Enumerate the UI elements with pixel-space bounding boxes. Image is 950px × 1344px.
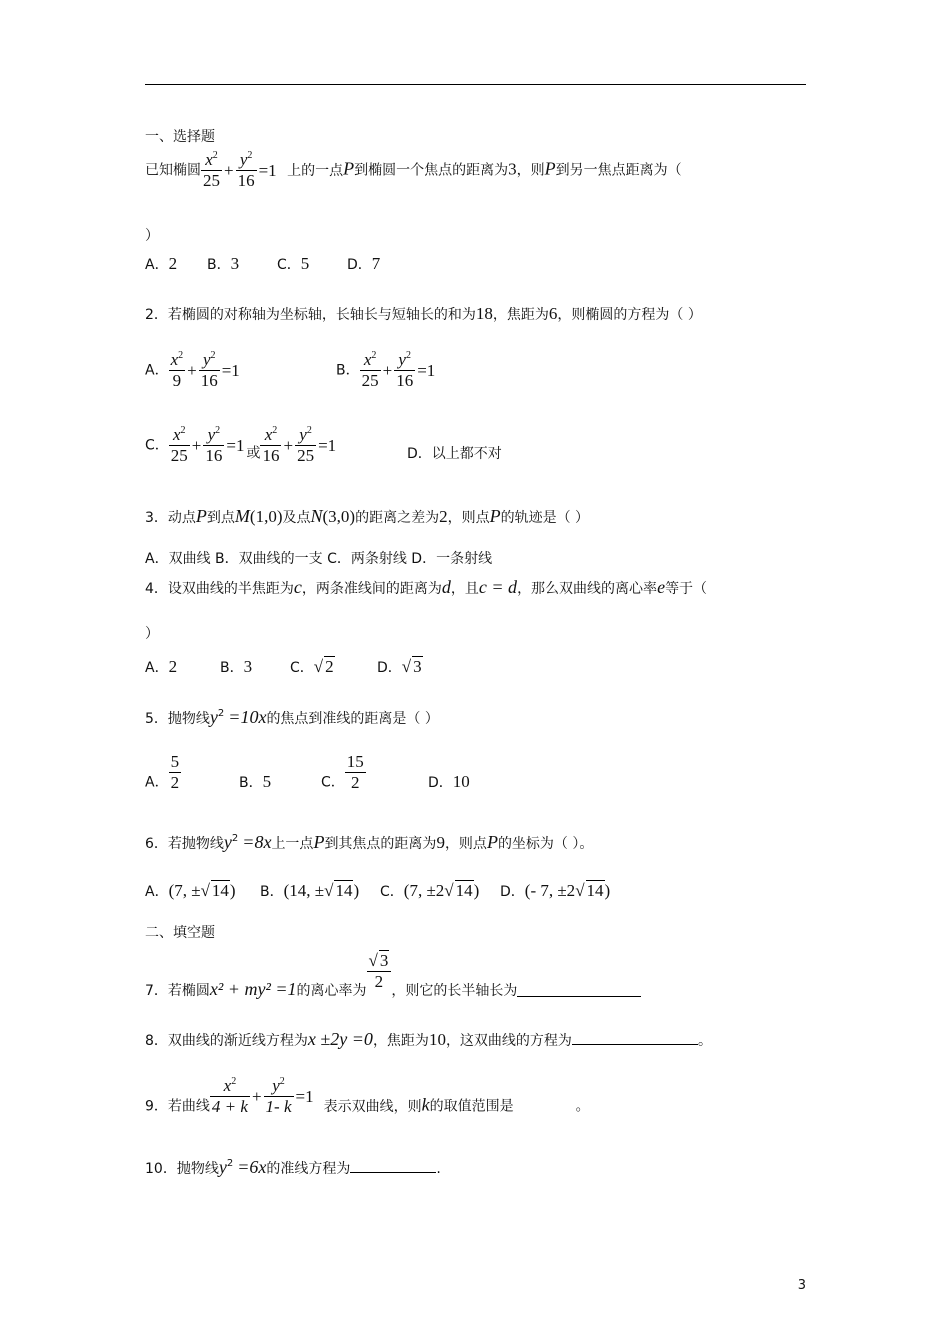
question-1-options: A．2 B．3 C．5 D．7 <box>145 254 381 273</box>
question-6: 6．若抛物线$y^2 =8x$上一点P到其焦点的距离为9，则点P的坐标为（ ）。 <box>145 832 594 852</box>
page-number: 3 <box>797 1278 806 1293</box>
question-7: 7．若椭圆x² + my² =1的离心率为 $\frac{√ 3}{2}$ ，则它的长半轴长为 <box>145 950 641 1001</box>
section-title-choice: 一、选择题 <box>145 129 215 145</box>
answer-blank-8[interactable] <box>572 1044 698 1045</box>
question-10: 10．抛物线$y^2 =6x$的准线方程为 . <box>145 1157 441 1177</box>
question-2: 2．若椭圆的对称轴为坐标轴，长轴长与短轴长的和为18，焦距为6，则椭圆的方程为（ ） <box>145 304 702 323</box>
answer-blank-10[interactable] <box>350 1172 436 1173</box>
section-title-fill: 二、填空题 <box>145 925 215 941</box>
question-4: 4．设双曲线的半焦距为c，两条准线间的距离为d，且c = d，那么双曲线的离心率e等于（ <box>145 577 708 597</box>
question-2-options-cd: C． $\frac{x^2}{25}$ + $\frac{y^2}{16}$ =1 或 $\frac{x^2}{16}$ + $\frac{y^2}{25}$ =1 D．以上都不对 <box>145 425 502 465</box>
question-3-options: A．双曲线 B．双曲线的一支 C．两条射线 D．一条射线 <box>145 551 493 567</box>
ellipse-equation: $\frac{x^2}{25}$ <box>203 150 220 190</box>
question-1: 已知椭圆 $\frac{x^2}{25}$ + $\frac{y^2}{16}$ =1 上的一点P到椭圆一个焦点的距离为3，则P到另一焦点距离为（ <box>145 150 682 190</box>
question-2-options-ab: A． $\frac{x^2}{9}$ + $\frac{y^2}{16}$ =1 B． $\frac{x^2}{25}$ + $\frac{y^2}{16}$ =1 <box>145 350 436 390</box>
question-3: 3．动点P到点M(1,0)及点N(3,0)的距离之差为2，则点P的轨迹是（ ） <box>145 506 590 526</box>
answer-blank-7[interactable] <box>517 996 641 997</box>
question-8: 8．双曲线的渐近线方程为x ±2y =0，焦距为10，这双曲线的方程为 。 <box>145 1029 712 1049</box>
question-5: 5．抛物线$y^2 =10x$的焦点到准线的距离是（ ） <box>145 707 439 727</box>
question-4-options: A．2 B．3 C．√ 2 D．√ 3 <box>145 657 422 676</box>
question-6-options: A．(7, ±√ 14) B．(14, ±√ 14) C．(7, ±2√ 14) D．(- 7, ±2√ 14) <box>145 881 611 900</box>
question-5-options: A． $\frac{5}{2}$ B．5 C． $\frac{15}{2}$ D．10 <box>145 752 470 792</box>
header-rule <box>145 84 806 85</box>
question-9: 9．若曲线 $\frac{x^2}{4 + k}$ + $\frac{y^2}{1- k}$ =1表示双曲线，则k的取值范围是 。 <box>145 1076 590 1116</box>
